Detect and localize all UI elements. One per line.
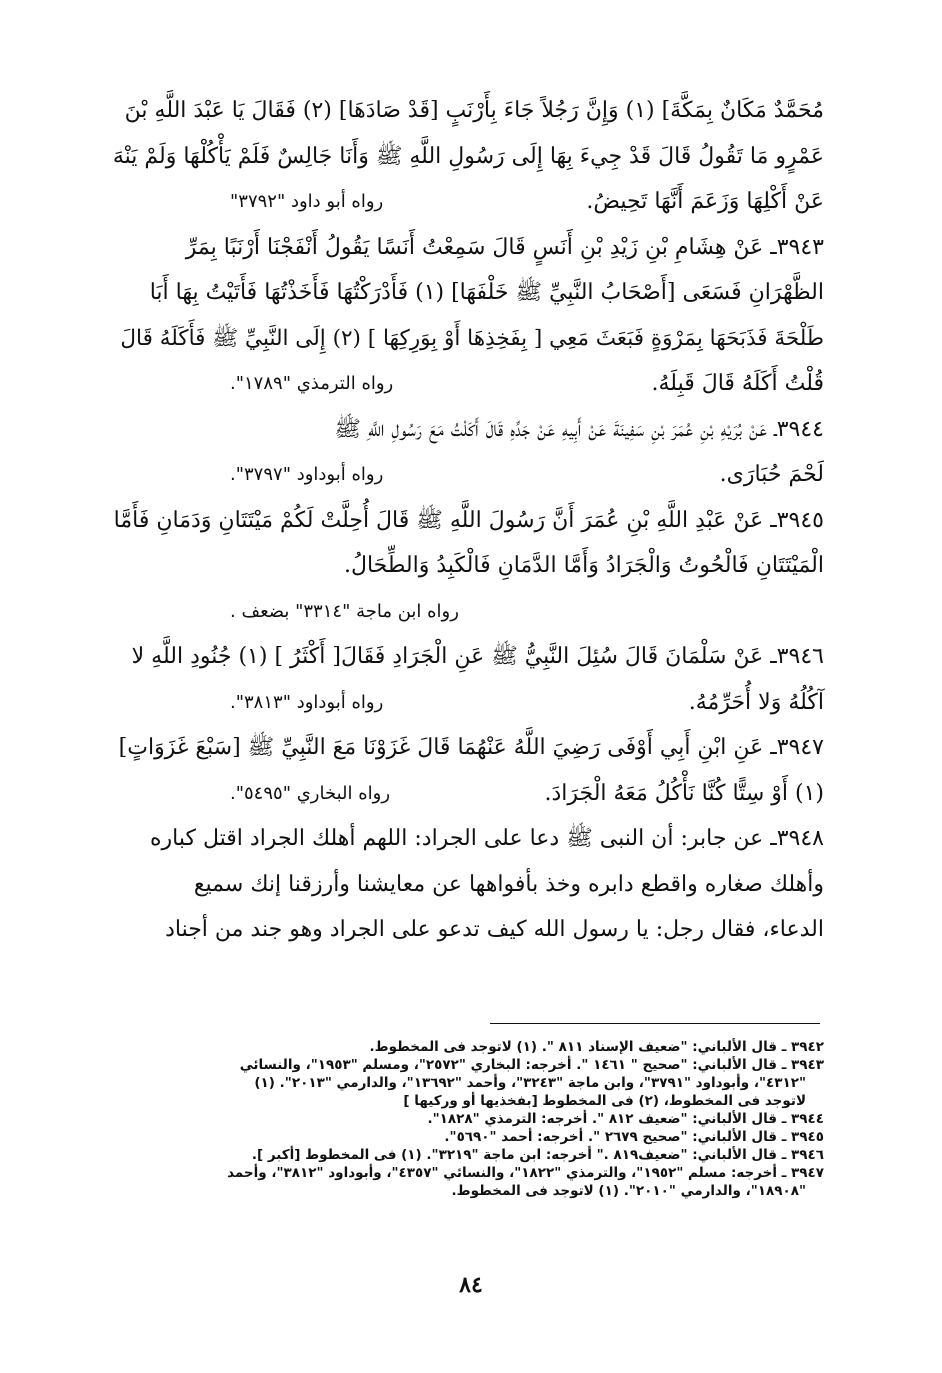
text-line-5: الظَّهْرَانِ فَسَعَى [أَصْحَابُ النَّبِيِّ ﷺ خَلْفَهَا] (١) فَأَدْرَكْتُهَا فَأَخَذْتُهَا فَأَتَيْتُ بِهَا أَبَا xyxy=(149,280,824,305)
main-text xyxy=(110,88,824,953)
footnote-divider xyxy=(490,1023,820,1024)
text-line-11: الْمَيْتَتَانِ فَالْحُوتُ وَالْجَرَادُ وَأَمَّا الدَّمَانِ فَالْكَبِدُ وَالطِّحَالُ. xyxy=(343,553,824,578)
text-line-8: ٣٩٤٤ـ عَنْ بُرَيْهِ بْنِ عُمَرَ بْنِ سَفِينَةَ عَنْ أَبِيهِ عَنْ جَدِّهِ قَالَ أَكَلْتُ مَعَ رَسُولِ اللَّهِ ﷺ xyxy=(334,416,824,442)
footnote: ٣٩٤٤ ـ قال الألباني: "ضعيف ٨١٢ ". أخرجه: الترمذي "١٨٢٨". xyxy=(427,1111,824,1127)
text-line-15: ٣٩٤٧ـ عَنِ ابْنِ أَبِي أَوْفَى رَضِيَ اللَّهُ عَنْهُمَا قَالَ غَزَوْنَا مَعَ النَّبِيِّ ﷺ [سَبْعَ غَزَوَاتٍ] xyxy=(118,735,824,760)
text-line-2: عَمْرٍو مَا تَقُولُ قَالَ قَدْ جِيءَ بِهَا إِلَى رَسُولِ اللَّهِ ﷺ وَأَنَا جَالِسٌ فَلَمْ يَأْكُلْهَا وَلَمْ يَنْهَ xyxy=(112,143,824,169)
source-citation: رواه أبوداود "٣٧٩٧". xyxy=(230,464,384,485)
text-line-7: قُلْتُ أَكَلَهُ قَالَ قَبِلَهُ. رواه الترمذي "١٧٨٩". xyxy=(110,361,824,407)
text-line-18: وأهلك صغاره واقطع دابره وخذ بأفواهها عن معايشنا وأرزقنا إنك سميع xyxy=(193,871,824,897)
text-line-19: الدعاء، فقال رجل: يا رسول الله كيف تدعو على الجراد وهو جند من أجناد xyxy=(165,917,824,942)
page-number: ٨٤ xyxy=(459,1272,483,1298)
text-line-9: لَحْمَ حُبَارَى. رواه أبوداود "٣٧٩٧". xyxy=(110,452,824,498)
footnote: ٣٩٤٣ ـ قال الألباني: "صحيح " ١٤٦١ ". أخرجه: البخاري "٢٥٧٢"، ومسلم "١٩٥٣"، والنسائي xyxy=(239,1057,824,1073)
text-line-17: ٣٩٤٨ـ عن جابر: أن النبى ﷺ دعا على الجراد: اللهم أهلك الجراد اقتل كباره xyxy=(150,826,824,851)
source-citation: رواه أبو داود "٣٧٩٢" xyxy=(230,191,384,212)
text-line-13: ٣٩٤٦ـ عَنْ سَلْمَانَ قَالَ سُئِلَ النَّبِيُّ ﷺ عَنِ الْجَرَادِ فَقَالَ[ أَكْثَرُ ] (١) جُنُودِ اللَّهِ لا xyxy=(131,644,824,669)
footnote: ٣٩٤٧ ـ أخرجه: مسلم "١٩٥٢"، والترمذي "١٨٢٢"، والنسائي "٤٣٥٧"، وأبوداود "٣٨١٢"، وأحمد xyxy=(227,1165,824,1181)
footnote: لاتوجد فى المخطوط، (٢) فى المخطوط [بفخذيها أو وركيها ] xyxy=(403,1093,806,1109)
footnote: "٤٣١٢"، وأبوداود "٣٧٩١"، وابن ماجة "٣٢٤٣"، وأحمد "١٣٦٩٢"، والدارمي "٢٠١٣". (١) xyxy=(254,1075,806,1091)
footnote: ٣٩٤٢ ـ قال الألباني: "ضعيف الإسناد ٨١١ ". (١) لاتوجد فى المخطوط. xyxy=(369,1039,824,1055)
source-citation: رواه ابن ماجة "٣٣١٤" بضعف . xyxy=(230,600,459,622)
footnote: ٣٩٤٥ ـ قال الألباني: "صحيح ٢٦٧٩ ". أخرجه: أحمد "٥٦٩٠". xyxy=(444,1129,824,1145)
text-line-3: عَنْ أَكْلِهَا وَزَعَمَ أَنَّهَا تَحِيضُ. رواه أبو داود "٣٧٩٢" xyxy=(110,179,824,225)
source-citation: رواه البخاري "٥٤٩٥". xyxy=(230,782,391,804)
text-line-10: ٣٩٤٥ـ عَنْ عَبْدِ اللَّهِ بْنِ عُمَرَ أَنَّ رَسُولَ اللَّهِ ﷺ قَالَ أُحِلَّتْ لَكُمْ مَيْتَتَانِ وَدَمَانِ فَأَمَّا xyxy=(113,507,824,533)
footnote: ٣٩٤٦ ـ قال الألباني: "ضعيف٨١٩ ." أخرجه: ابن ماجة "٣٢١٩". (١) فى المخطوط [أكبر ]. xyxy=(251,1147,824,1163)
text-line-16: (١) أَوْ سِتًّا كُنَّا نَأْكُلُ مَعَهُ الْجَرَادَ. رواه البخاري "٥٤٩٥". xyxy=(110,771,824,817)
text-line-6: طَلْحَةَ فَذَبَحَهَا بِمَرْوَةٍ فَبَعَثَ مَعِي [ بِفَخِذِهَا أَوْ بِوَرِكِهَا ] (٢) إِلَى النَّبِيِّ ﷺ فَأَكَلَهُ قَالَ xyxy=(120,325,824,351)
source-citation: رواه الترمذي "١٧٨٩". xyxy=(230,373,394,394)
text-line-14: آكُلُهُ وَلا أُحَرِّمُهُ. رواه أبوداود "٣٨١٣". xyxy=(110,680,824,726)
footnotes xyxy=(128,1038,824,1200)
text-line-4: ٣٩٤٣ـ عَنْ هِشَامِ بْنِ زَيْدِ بْنِ أَنَسٍ قَالَ سَمِعْتُ أَنَسًا يَقُولُ أَنْفَجْنَا أَرْنَبًا بِمَرِّ xyxy=(185,234,824,260)
text-line-1: مُحَمَّدٌ مَكَانٌ بِمَكَّةَ] (١) وَإِنَّ رَجُلاً جَاءَ بِأَرْنَبٍ [قَدْ صَادَهَا] (٢) فَقَالَ يَا عَبْدَ اللَّهِ بْنَ xyxy=(124,98,824,123)
source-citation: رواه أبوداود "٣٨١٣". xyxy=(230,691,384,713)
footnote: "١٨٩٠٨"، والدارمي "٢٠١٠". (١) لاتوجد فى المخطوط. xyxy=(451,1183,806,1199)
text-line-12 xyxy=(110,589,824,635)
